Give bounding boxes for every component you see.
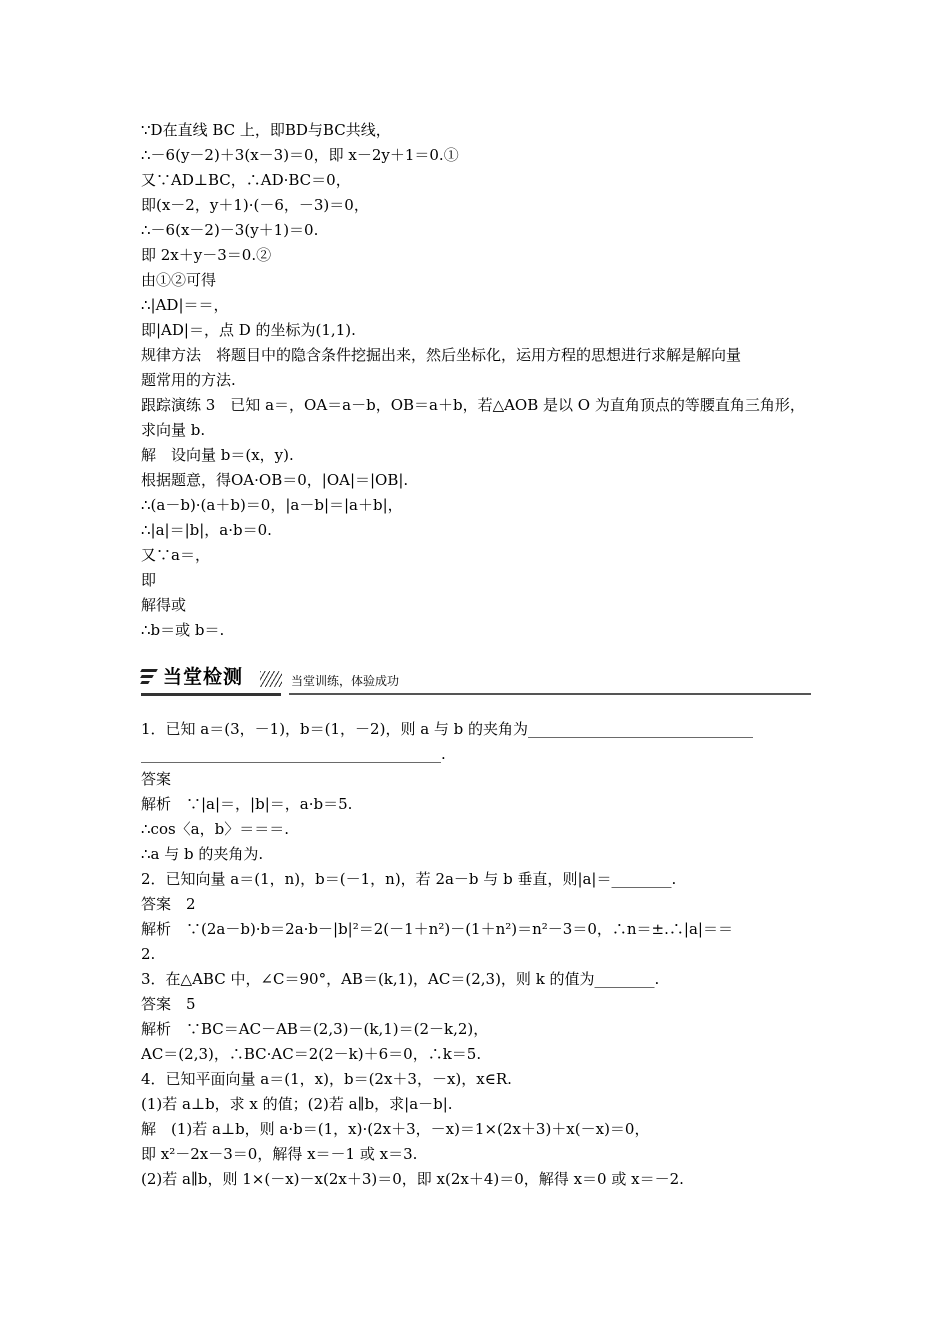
text-line: ∴－6(x－2)－3(y＋1)＝0. <box>141 221 319 239</box>
text-line: 即|AD|＝，点 D 的坐标为(1,1). <box>141 321 356 339</box>
text-line: 又∵a＝， <box>141 546 210 564</box>
text-line: 题常用的方法. <box>141 371 236 389</box>
text-line: ∴|a|＝|b|，a·b＝0. <box>141 521 272 539</box>
text-line: 解析 ∵(2a－b)·b＝2a·b－|b|²＝2(－1＋n²)－(1＋n²)＝n²－3＝0，∴n＝±.∴|a|＝＝ <box>141 920 733 938</box>
section-marks-icon <box>141 669 159 685</box>
text-line: 根据题意，得OA·OB＝0，|OA|＝|OB|. <box>141 471 409 489</box>
text-line: 即 x²－2x－3＝0，解得 x＝－1 或 x＝3. <box>141 1145 418 1163</box>
text-line: ∴(a－b)·(a＋b)＝0，|a－b|＝|a＋b|， <box>141 496 403 514</box>
top-text-block <box>141 118 811 643</box>
text-line: 解 设向量 b＝(x，y). <box>141 446 294 464</box>
text-line: 1．已知 a＝(3，－1)，b＝(1，－2)，则 a 与 b 的夹角为______________________________ <box>141 720 754 738</box>
text-line: 答案 2 <box>141 895 196 913</box>
text-line: 解 (1)若 a⊥b，则 a·b＝(1，x)·(2x＋3，－x)＝1×(2x＋3)＋x(－x)＝0， <box>141 1120 650 1138</box>
text-line: ________________________________________. <box>141 745 446 763</box>
text-line: ∴a 与 b 的夹角为. <box>141 845 264 863</box>
section-rule-thick <box>141 693 281 696</box>
text-line: ∴cos〈a，b〉＝＝＝. <box>141 820 289 838</box>
text-line: ∴b＝或 b＝. <box>141 621 225 639</box>
document-page <box>141 118 811 1192</box>
text-line: 解析 ∵|a|＝，|b|＝，a·b＝5. <box>141 795 353 813</box>
text-line: (2)若 a∥b，则 1×(－x)－x(2x＋3)＝0，即 x(2x＋4)＝0，解得 x＝0 或 x＝－2. <box>141 1170 684 1188</box>
bottom-text-block <box>141 717 811 1192</box>
text-line: 求向量 b. <box>141 421 206 439</box>
text-line: 即(x－2，y＋1)·(－6，－3)＝0， <box>141 196 369 214</box>
text-line: ∵D在直线 BC 上，即BD与BC共线， <box>141 121 391 139</box>
text-line: AC＝(2,3)，∴BC·AC＝2(2－k)＋6＝0，∴k＝5. <box>141 1045 482 1063</box>
section-rule-thin <box>289 693 811 695</box>
text-line: ∴|AD|＝＝， <box>141 296 229 314</box>
section-subtitle: 当堂训练，体验成功 <box>291 674 400 688</box>
text-line: ∴－6(y－2)＋3(x－3)＝0，即 x－2y＋1＝0.① <box>141 146 459 164</box>
section-header <box>141 659 811 695</box>
text-line: 答案 5 <box>141 995 196 1013</box>
text-line: 3．在△ABC 中，∠C＝90°，AB＝(k,1)，AC＝(2,3)，则 k 的值为________. <box>141 970 660 988</box>
text-line: 解析 ∵BC＝AC－AB＝(2,3)－(k,1)＝(2－k,2)， <box>141 1020 489 1038</box>
text-line: 2. <box>141 945 156 963</box>
text-line: 规律方法 将题目中的隐含条件挖掘出来，然后坐标化，运用方程的思想进行求解是解向量 <box>141 346 742 364</box>
text-line: 即 <box>141 571 157 589</box>
text-line: 2．已知向量 a＝(1，n)，b＝(－1，n)，若 2a－b 与 b 垂直，则|a|＝________. <box>141 870 677 888</box>
section-title: 当堂检测 <box>163 666 244 688</box>
text-line: 跟踪演练 3 已知 a＝，OA＝a－b，OB＝a＋b，若△AOB 是以 O 为直角顶点的等腰直角三角形， <box>141 396 805 414</box>
text-line: 答案 <box>141 770 172 788</box>
text-line: 即 2x＋y－3＝0.② <box>141 246 272 264</box>
text-line: 4．已知平面向量 a＝(1，x)，b＝(2x＋3，－x)，x∈R. <box>141 1070 512 1088</box>
text-line: (1)若 a⊥b，求 x 的值；(2)若 a∥b，求|a－b|. <box>141 1095 453 1113</box>
hatch-decoration-icon <box>260 671 282 687</box>
text-line: 又∵AD⊥BC，∴AD·BC＝0， <box>141 171 351 189</box>
text-line: 解得或 <box>141 596 187 614</box>
text-line: 由①②可得 <box>141 271 217 289</box>
